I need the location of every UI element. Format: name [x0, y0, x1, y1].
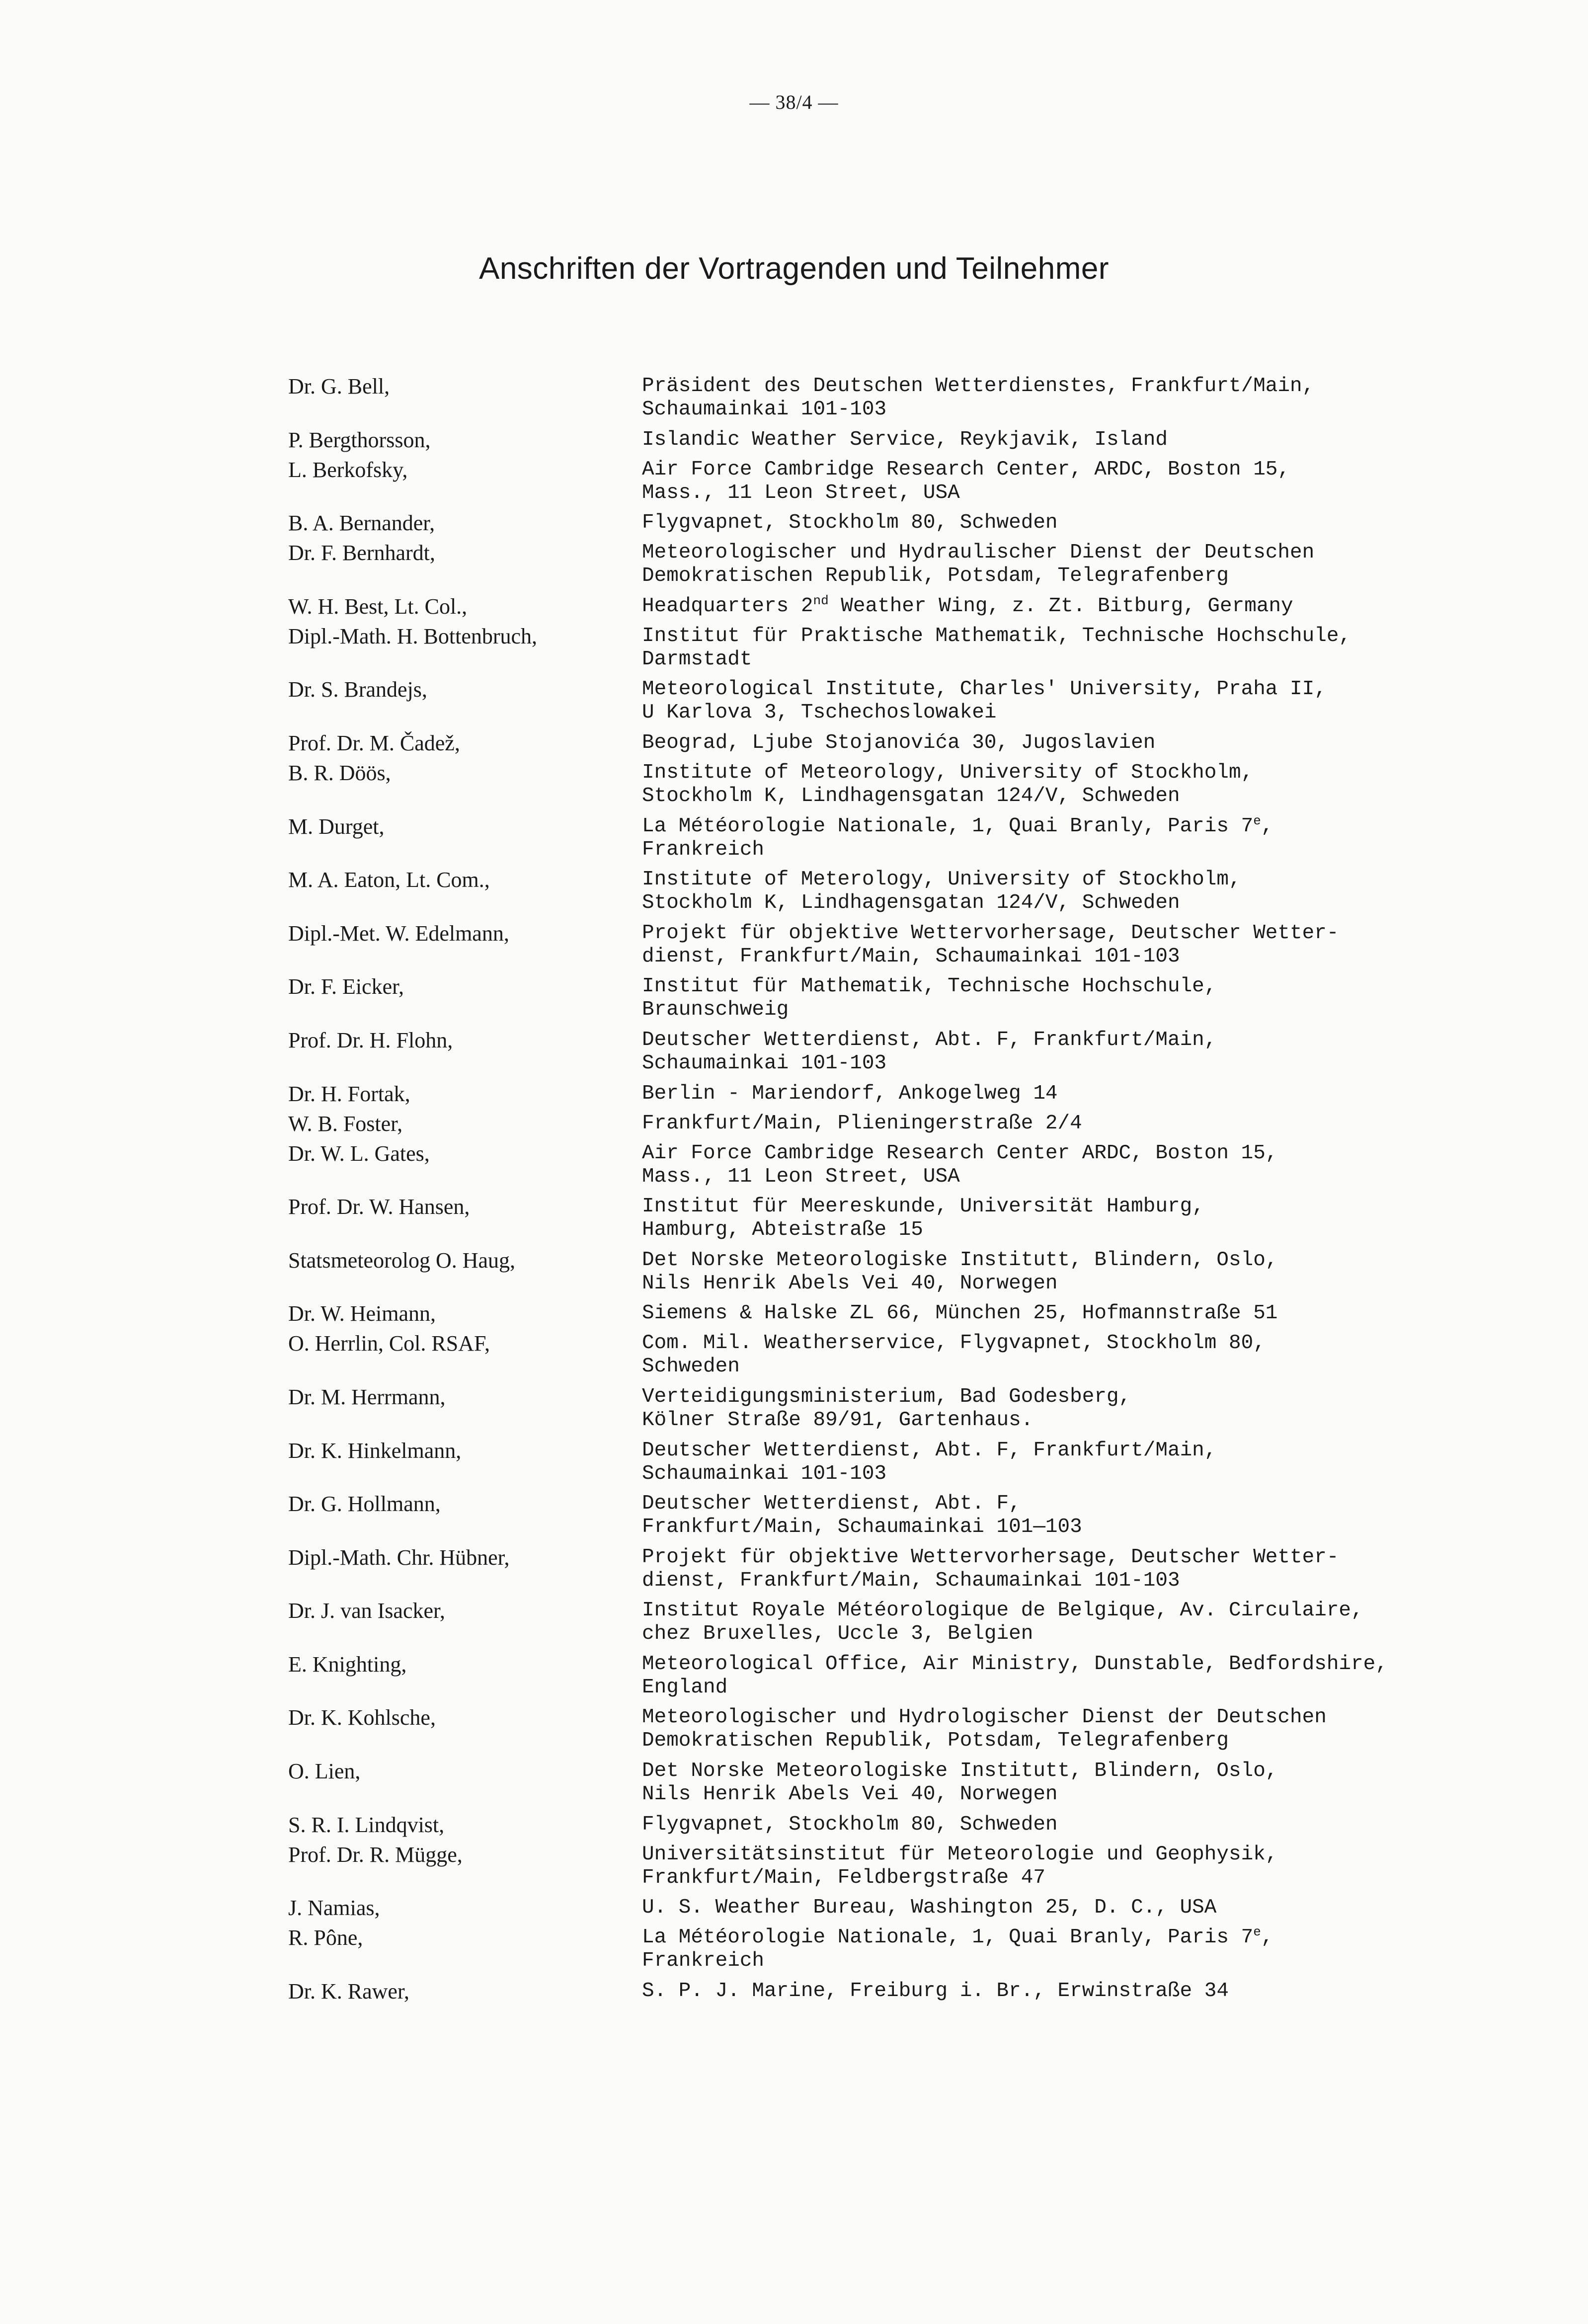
participant-address [642, 1650, 1388, 1703]
participant-address [642, 1977, 1361, 2006]
participant-name: Dr. G. Hollmann, [288, 1492, 441, 1517]
address-line: Berlin - Mariendorf, Ankogelweg 14 [642, 1082, 1058, 1105]
participant-name: Dr. K. Kohlsche, [288, 1705, 436, 1730]
participant-address [642, 538, 1361, 592]
participant-name: Dr. M. Herrmann, [288, 1384, 446, 1409]
address-line: Frankfurt/Main, Plieningerstraße 2/4 [642, 1112, 1082, 1135]
participant-address [642, 1192, 1361, 1246]
participant-name: J. Namias, [288, 1896, 380, 1921]
address-line: Institute of Meterology, University of Stockholm, [642, 868, 1241, 891]
address-line: Beograd, Ljube Stojanovića 30, Jugoslavien [642, 731, 1156, 754]
address-line: Hamburg, Abteistraße 15 [642, 1218, 923, 1242]
address-text: Headquarters 2 [642, 594, 813, 618]
address-line: Projekt für objektive Wettervorhersage, Deutscher Wetter- [642, 921, 1339, 945]
participant-entry [288, 622, 1361, 675]
participant-entry [288, 1893, 1361, 1923]
address-line: Siemens & Halske ZL 66, München 25, Hofmannstraße 51 [642, 1302, 1278, 1325]
address-line: Mass., 11 Leon Street, USA [642, 1165, 960, 1188]
address-line: Demokratischen Republik, Potsdam, Telegrafenberg [642, 564, 1229, 588]
participant-entry [288, 865, 1361, 919]
participant-address [642, 1382, 1361, 1436]
participant-entry [288, 1650, 1388, 1703]
participant-entry [288, 1382, 1361, 1436]
address-line: Com. Mil. Weatherservice, Flygvapnet, Stockholm 80, [642, 1332, 1266, 1355]
participant-entry [288, 1436, 1361, 1490]
participant-name: L. Berkofsky, [288, 457, 408, 482]
participant-address [642, 1109, 1361, 1139]
address-line: Deutscher Wetterdienst, Abt. F, [642, 1492, 1021, 1516]
participant-address [642, 1703, 1361, 1757]
address-line: England [642, 1676, 728, 1699]
participant-address [642, 1246, 1361, 1299]
page-title: Anschriften der Vortragenden und Teilnehmer [478, 251, 1110, 286]
participant-entry [288, 1923, 1361, 1977]
participant-name: S. R. I. Lindqvist, [288, 1812, 445, 1837]
participant-name: Dr. K. Rawer, [288, 1979, 409, 2003]
address-line: Det Norske Meteorologiske Institutt, Blindern, Oslo, [642, 1760, 1278, 1783]
participant-entry [288, 1139, 1361, 1193]
address-text: , [1261, 814, 1273, 838]
address-line: S. P. J. Marine, Freiburg i. Br., Erwinstraße 34 [642, 1979, 1229, 2003]
participant-entry [288, 1079, 1361, 1109]
participant-entry [288, 592, 1361, 622]
participant-name: Dr. H. Fortak, [288, 1081, 410, 1106]
participant-address [642, 372, 1361, 425]
participant-address [642, 592, 1361, 622]
participant-address [642, 1139, 1361, 1193]
participant-entry [288, 1596, 1361, 1650]
address-line: Darmstadt [642, 647, 752, 671]
address-line: Institut für Meereskunde, Universität Hamburg, [642, 1195, 1204, 1218]
participant-name: Dr. S. Brandejs, [288, 677, 427, 702]
address-line: Stockholm K, Lindhagensgatan 124/V, Schweden [642, 891, 1180, 915]
participant-entry [288, 1810, 1361, 1840]
address-line: Meteorologischer und Hydrologischer Dienst der Deutschen [642, 1706, 1327, 1729]
participant-entry [288, 1246, 1361, 1299]
participant-address [642, 728, 1361, 758]
participant-name: Dr. F. Bernhardt, [288, 541, 435, 565]
address-line: dienst, Frankfurt/Main, Schaumainkai 101-103 [642, 945, 1180, 968]
participant-name: Prof. Dr. M. Čadež, [288, 730, 460, 755]
participant-address [642, 425, 1361, 455]
participant-entry [288, 728, 1361, 758]
address-line [642, 595, 1361, 618]
participant-address [642, 1329, 1361, 1382]
participant-entry [288, 1299, 1361, 1329]
participant-entry [288, 1977, 1361, 2006]
participant-name: Dr. W. L. Gates, [288, 1141, 430, 1166]
participant-address [642, 1489, 1361, 1543]
participant-name: Prof. Dr. R. Mügge, [288, 1842, 463, 1867]
address-text: , [1261, 1926, 1273, 1949]
address-text: La Météorologie Nationale, 1, Quai Branly, Paris 7 [642, 814, 1254, 838]
participant-entry [288, 758, 1361, 812]
address-line: Meteorological Institute, Charles' University, Praha II, [642, 678, 1327, 701]
participant-name: W. H. Best, Lt. Col., [288, 594, 468, 619]
participant-address [642, 1543, 1361, 1597]
participant-entry [288, 1489, 1361, 1543]
address-line: Institut Royale Météorologique de Belgique, Av. Circulaire, [642, 1599, 1363, 1622]
participant-entry [288, 1192, 1361, 1246]
participant-entry [288, 1329, 1361, 1382]
participant-name: Dipl.-Met. W. Edelmann, [288, 921, 509, 946]
participant-name: B. R. Döös, [288, 760, 391, 785]
participant-name: Dr. W. Heimann, [288, 1301, 436, 1326]
address-line: Air Force Cambridge Research Center ARDC, Boston 15, [642, 1141, 1278, 1165]
participant-address [642, 1893, 1361, 1923]
participant-name: Dr. G. Bell, [288, 374, 390, 399]
participant-entry [288, 372, 1361, 425]
address-line: Präsident des Deutschen Wetterdienstes, Frankfurt/Main, [642, 375, 1315, 398]
participant-name: Prof. Dr. H. Flohn, [288, 1028, 453, 1052]
participant-name: O. Lien, [288, 1759, 361, 1784]
participant-name: R. Pône, [288, 1925, 363, 1950]
participant-entry [288, 455, 1361, 509]
participant-name: M. A. Eaton, Lt. Com., [288, 868, 490, 892]
participant-name: Dr. J. van Isacker, [288, 1599, 445, 1623]
address-line: Kölner Straße 89/91, Gartenhaus. [642, 1408, 1033, 1432]
superscript: nd [813, 593, 829, 608]
address-line: Deutscher Wetterdienst, Abt. F, Frankfurt/Main, [642, 1439, 1217, 1462]
participant-entry [288, 812, 1361, 866]
address-line: Nils Henrik Abels Vei 40, Norwegen [642, 1272, 1058, 1295]
address-line: Schaumainkai 101-103 [642, 1051, 887, 1075]
participant-entry [288, 538, 1361, 592]
participant-address [642, 1810, 1361, 1840]
participant-entry [288, 1840, 1361, 1894]
address-line: Schaumainkai 101-103 [642, 398, 887, 421]
participant-name: Dr. K. Hinkelmann, [288, 1438, 462, 1463]
participant-entry [288, 1026, 1361, 1079]
address-line: Schaumainkai 101-103 [642, 1462, 887, 1485]
page-number: — 38/4 — [749, 91, 839, 113]
address-line: Flygvapnet, Stockholm 80, Schweden [642, 511, 1058, 535]
participant-address [642, 919, 1361, 972]
participant-name: P. Bergthorsson, [288, 427, 431, 452]
participant-address [642, 508, 1361, 538]
participant-name: M. Durget, [288, 814, 385, 839]
participant-name: E. Knighting, [288, 1652, 407, 1677]
participant-address [642, 1840, 1361, 1894]
participant-name: Dipl.-Math. Chr. Hübner, [288, 1545, 510, 1570]
address-line: Demokratischen Republik, Potsdam, Telegrafenberg [642, 1729, 1229, 1753]
address-line: Frankreich [642, 838, 765, 861]
participant-address [642, 812, 1361, 866]
address-line: Frankfurt/Main, Feldbergstraße 47 [642, 1866, 1045, 1889]
address-line: Schweden [642, 1355, 740, 1378]
participant-address [642, 758, 1361, 812]
address-line: Meteorologischer und Hydraulischer Dienst der Deutschen [642, 541, 1315, 564]
address-line: dienst, Frankfurt/Main, Schaumainkai 101-103 [642, 1569, 1180, 1592]
participant-entry [288, 1109, 1361, 1139]
participant-entry [288, 675, 1361, 728]
participant-address [642, 1299, 1361, 1329]
participant-address [642, 455, 1361, 509]
address-line: Det Norske Meteorologiske Institutt, Blindern, Oslo, [642, 1248, 1278, 1272]
participant-address [642, 1923, 1361, 1977]
address-line: Meteorological Office, Air Ministry, Dunstable, Bedfordshire, [642, 1652, 1388, 1676]
address-line: Universitätsinstitut für Meteorologie und Geophysik, [642, 1843, 1278, 1866]
address-line [642, 815, 1361, 838]
participant-name: B. A. Bernander, [288, 511, 435, 536]
address-line: Verteidigungsministerium, Bad Godesberg, [642, 1385, 1131, 1408]
address-text: Weather Wing, z. Zt. Bitburg, Germany [828, 594, 1293, 618]
participant-address [642, 1596, 1363, 1650]
participant-address [642, 675, 1361, 728]
address-line: Institut für Praktische Mathematik, Technische Hochschule, [642, 624, 1351, 647]
address-line: Braunschweig [642, 998, 789, 1022]
participant-name: Prof. Dr. W. Hansen, [288, 1195, 470, 1219]
address-line [642, 1926, 1361, 1949]
participant-address [642, 1757, 1361, 1810]
address-line: Frankfurt/Main, Schaumainkai 101—103 [642, 1516, 1082, 1539]
address-line: Stockholm K, Lindhagensgatan 124/V, Schweden [642, 784, 1180, 807]
address-line: Institute of Meteorology, University of Stockholm, [642, 761, 1254, 784]
participant-name: Dr. F. Eicker, [288, 974, 404, 999]
participant-address [642, 622, 1361, 675]
address-line: chez Bruxelles, Uccle 3, Belgien [642, 1622, 1033, 1646]
participant-entry [288, 972, 1361, 1026]
participant-entry [288, 1703, 1361, 1757]
participant-name: O. Herrlin, Col. RSAF, [288, 1331, 490, 1356]
address-line: Mass., 11 Leon Street, USA [642, 481, 960, 504]
participant-address [642, 972, 1361, 1026]
address-line: Air Force Cambridge Research Center, ARDC, Boston 15, [642, 458, 1290, 481]
address-line: Deutscher Wetterdienst, Abt. F, Frankfurt/Main, [642, 1028, 1217, 1051]
superscript: e [1253, 1924, 1261, 1940]
address-text: La Météorologie Nationale, 1, Quai Branly, Paris 7 [642, 1926, 1254, 1949]
participant-address [642, 1079, 1361, 1109]
participant-entry [288, 1543, 1361, 1597]
participant-entry [288, 425, 1361, 455]
participant-entry [288, 919, 1361, 972]
address-line: U Karlova 3, Tschechoslowakei [642, 701, 997, 724]
participant-entry [288, 1757, 1361, 1810]
participant-address [642, 1026, 1361, 1079]
participant-list [288, 372, 1388, 2006]
participant-name: W. B. Foster, [288, 1111, 403, 1136]
address-line: Projekt für objektive Wettervorhersage, Deutscher Wetter- [642, 1545, 1339, 1569]
address-line: U. S. Weather Bureau, Washington 25, D. C., USA [642, 1896, 1217, 1920]
participant-address [642, 865, 1361, 919]
superscript: e [1253, 813, 1261, 828]
address-line: Flygvapnet, Stockholm 80, Schweden [642, 1813, 1058, 1836]
participant-entry [288, 508, 1361, 538]
address-line: Nils Henrik Abels Vei 40, Norwegen [642, 1783, 1058, 1806]
participant-address [642, 1436, 1361, 1490]
participant-name: Dipl.-Math. H. Bottenbruch, [288, 624, 538, 648]
address-line: Frankreich [642, 1949, 765, 1973]
participant-name: Statsmeteorolog O. Haug, [288, 1248, 516, 1273]
address-line: Islandic Weather Service, Reykjavik, Island [642, 428, 1168, 451]
address-line: Institut für Mathematik, Technische Hochschule, [642, 975, 1217, 998]
